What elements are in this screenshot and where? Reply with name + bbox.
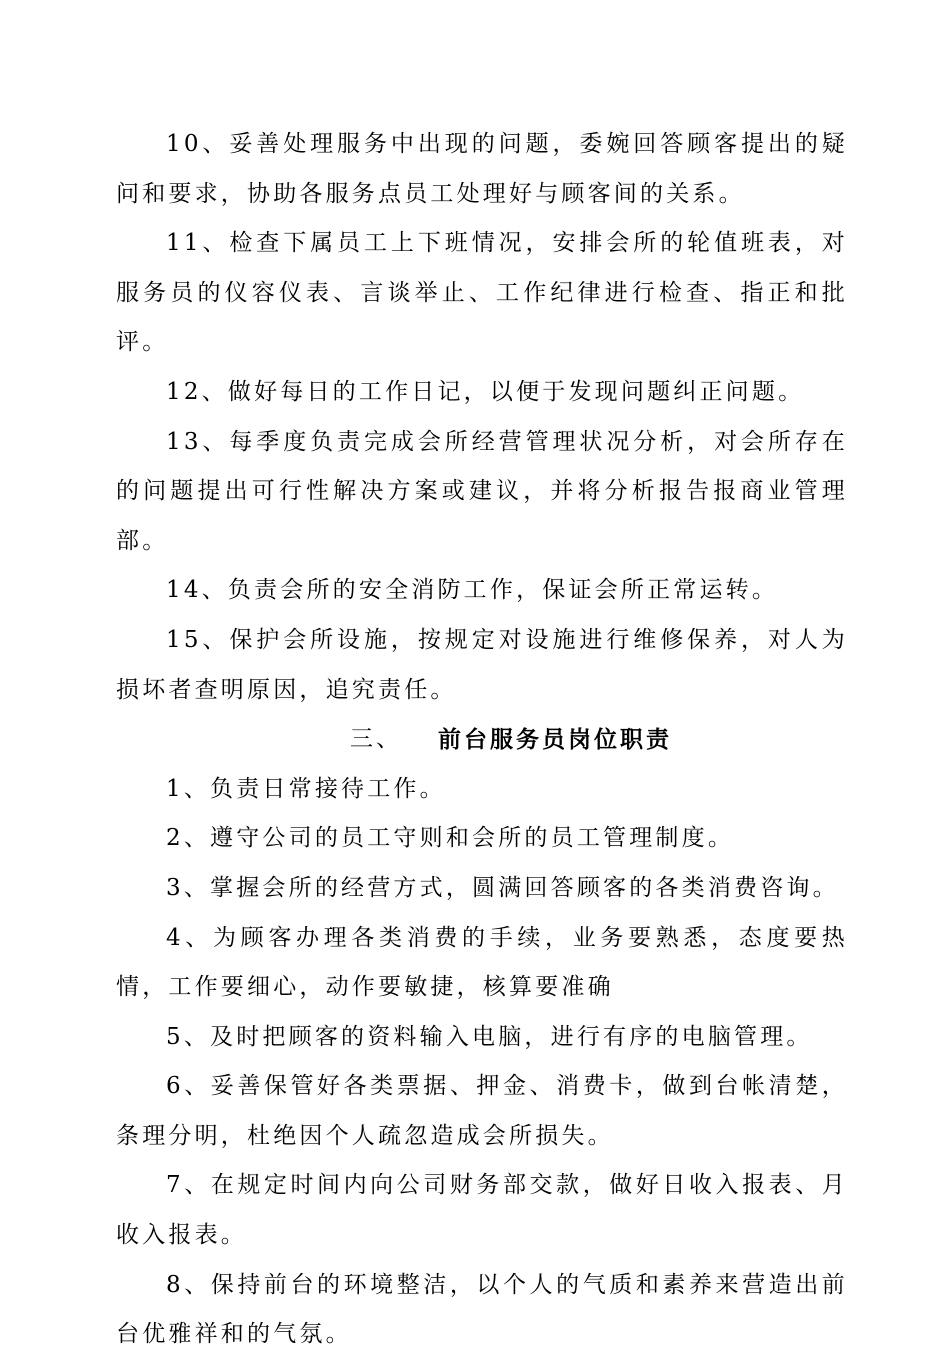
document-body — [116, 120, 848, 1360]
section-heading — [116, 715, 848, 765]
section-title: 前台服务员岗位职责 — [438, 726, 672, 754]
paragraph-item-12: 12、做好每日的工作日记，以便于发现问题纠正问题。 — [166, 378, 805, 405]
paragraph-item-13: 13、每季度负责完成会所经营管理状况分析，对会所存在的问题提出可行性解决方案或建议，并将分析报告报商业管理部。 — [116, 428, 848, 554]
paragraph-item-11: 11、检查下属员工上下班情况，安排会所的轮值班表，对服务员的仪容仪表、言谈举止、工作纪律进行检查、指正和批评。 — [116, 230, 848, 356]
section-number: 三、 — [350, 726, 402, 753]
duty-item-7: 7、在规定时间内向公司财务部交款，做好日收入报表、月收入报表。 — [116, 1172, 848, 1249]
paragraph-item-14: 14、负责会所的安全消防工作，保证会所正常运转。 — [166, 577, 779, 604]
duty-item-8: 8、保持前台的环境整洁，以个人的气质和素养来营造出前台优雅祥和的气氛。 — [116, 1271, 848, 1348]
duty-item-2: 2、遵守公司的员工守则和会所的员工管理制度。 — [166, 825, 735, 852]
duty-item-5: 5、及时把顾客的资料输入电脑，进行有序的电脑管理。 — [166, 1023, 813, 1050]
duty-item-1: 1、负责日常接待工作。 — [166, 775, 446, 802]
duty-item-6: 6、妥善保管好各类票据、押金、消费卡，做到台帐清楚，条理分明，杜绝因个人疏忽造成会所损失。 — [116, 1073, 848, 1149]
paragraph-item-15: 15、保护会所设施，按规定对设施进行维修保养，对人为损坏者查明原因，追究责任。 — [116, 626, 848, 703]
duty-item-3: 3、掌握会所的经营方式，圆满回答顾客的各类消费咨询。 — [166, 874, 839, 901]
paragraph-item-10: 10、妥善处理服务中出现的问题，委婉回答顾客提出的疑问和要求，协助各服务点员工处理好与顾客间的关系。 — [116, 131, 848, 207]
duty-item-4: 4、为顾客办理各类消费的手续，业务要熟悉，态度要热情，工作要细心，动作要敏捷，核算要准确 — [116, 924, 848, 1001]
